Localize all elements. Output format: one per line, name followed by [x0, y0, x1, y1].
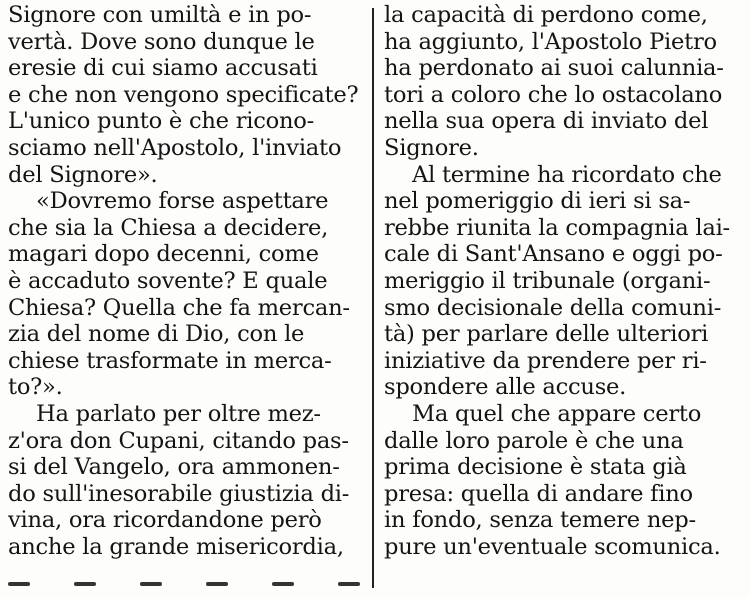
- text-line: Al termine ha ricordato che: [412, 161, 722, 188]
- text-line: magari dopo decenni, come: [8, 241, 319, 268]
- text-line: vertà. Dove sono dunque le: [8, 28, 315, 55]
- text-line: vina, ora ricordandone però: [8, 507, 322, 534]
- right-column: [384, 2, 740, 560]
- column-divider: [372, 8, 374, 588]
- text-line: Chiesa? Quella che fa mercan-: [8, 294, 350, 321]
- text-line: si del Vangelo, ora ammonen-: [8, 454, 340, 481]
- left-column: [8, 2, 360, 560]
- text-line: iniziative da prendere per ri-: [384, 347, 707, 374]
- text-line: eresie di cui siamo accusati: [8, 55, 318, 82]
- text-line: «Dovremo forse aspettare: [36, 188, 329, 215]
- text-line: prima decisione è stata già: [384, 454, 687, 481]
- text-line: dalle loro parole è che una: [384, 427, 684, 454]
- text-line: to?».: [8, 374, 63, 401]
- text-line: zia del nome di Dio, con le: [8, 321, 305, 348]
- text-line: Signore.: [384, 134, 479, 161]
- text-line: do sull'inesorabile giustizia di-: [8, 480, 350, 507]
- text-line: ha perdonato ai suoi calunnia-: [384, 55, 724, 82]
- text-line: è accaduto sovente? E quale: [8, 267, 328, 294]
- text-line: ha aggiunto, l'Apostolo Pietro: [384, 28, 717, 55]
- text-line: la capacità di perdono come,: [384, 2, 708, 28]
- text-line: rebbe riunita la compagnia lai-: [384, 214, 730, 241]
- text-line: del Signore».: [8, 161, 158, 188]
- text-line: smo decisionale della comuni-: [384, 294, 722, 321]
- text-line: Ma quel che appare certo: [412, 400, 702, 427]
- text-line: nel pomeriggio di ieri si sa-: [384, 188, 691, 215]
- text-line: e che non vengono specificate?: [8, 81, 359, 108]
- text-line: nella sua opera di inviato del: [384, 108, 709, 135]
- text-line: presa: quella di andare fino: [384, 480, 693, 507]
- text-line: anche la grande misericordia,: [8, 533, 344, 560]
- text-line: tori a coloro che lo ostacolano: [384, 81, 723, 108]
- text-line: che sia la Chiesa a decidere,: [8, 214, 329, 241]
- text-line: z'ora don Cupani, citando pas-: [8, 427, 349, 454]
- text-line: cale di Sant'Ansano e oggi po-: [384, 241, 723, 268]
- cut-off-text-marks: [8, 578, 360, 590]
- text-line: spondere alle accuse.: [384, 374, 627, 401]
- text-line: meriggio il tribunale (organi-: [384, 267, 711, 294]
- text-line: Signore con umiltà e in po-: [8, 2, 312, 28]
- text-line: sciamo nell'Apostolo, l'inviato: [8, 134, 342, 161]
- text-line: Ha parlato per oltre mez-: [36, 400, 321, 427]
- text-line: tà) per parlare delle ulteriori: [384, 321, 709, 348]
- text-line: chiese trasformate in merca-: [8, 347, 332, 374]
- text-line: L'unico punto è che ricono-: [8, 108, 315, 135]
- text-line: in fondo, senza temere nep-: [384, 507, 696, 534]
- text-line: pure un'eventuale scomunica.: [384, 533, 721, 560]
